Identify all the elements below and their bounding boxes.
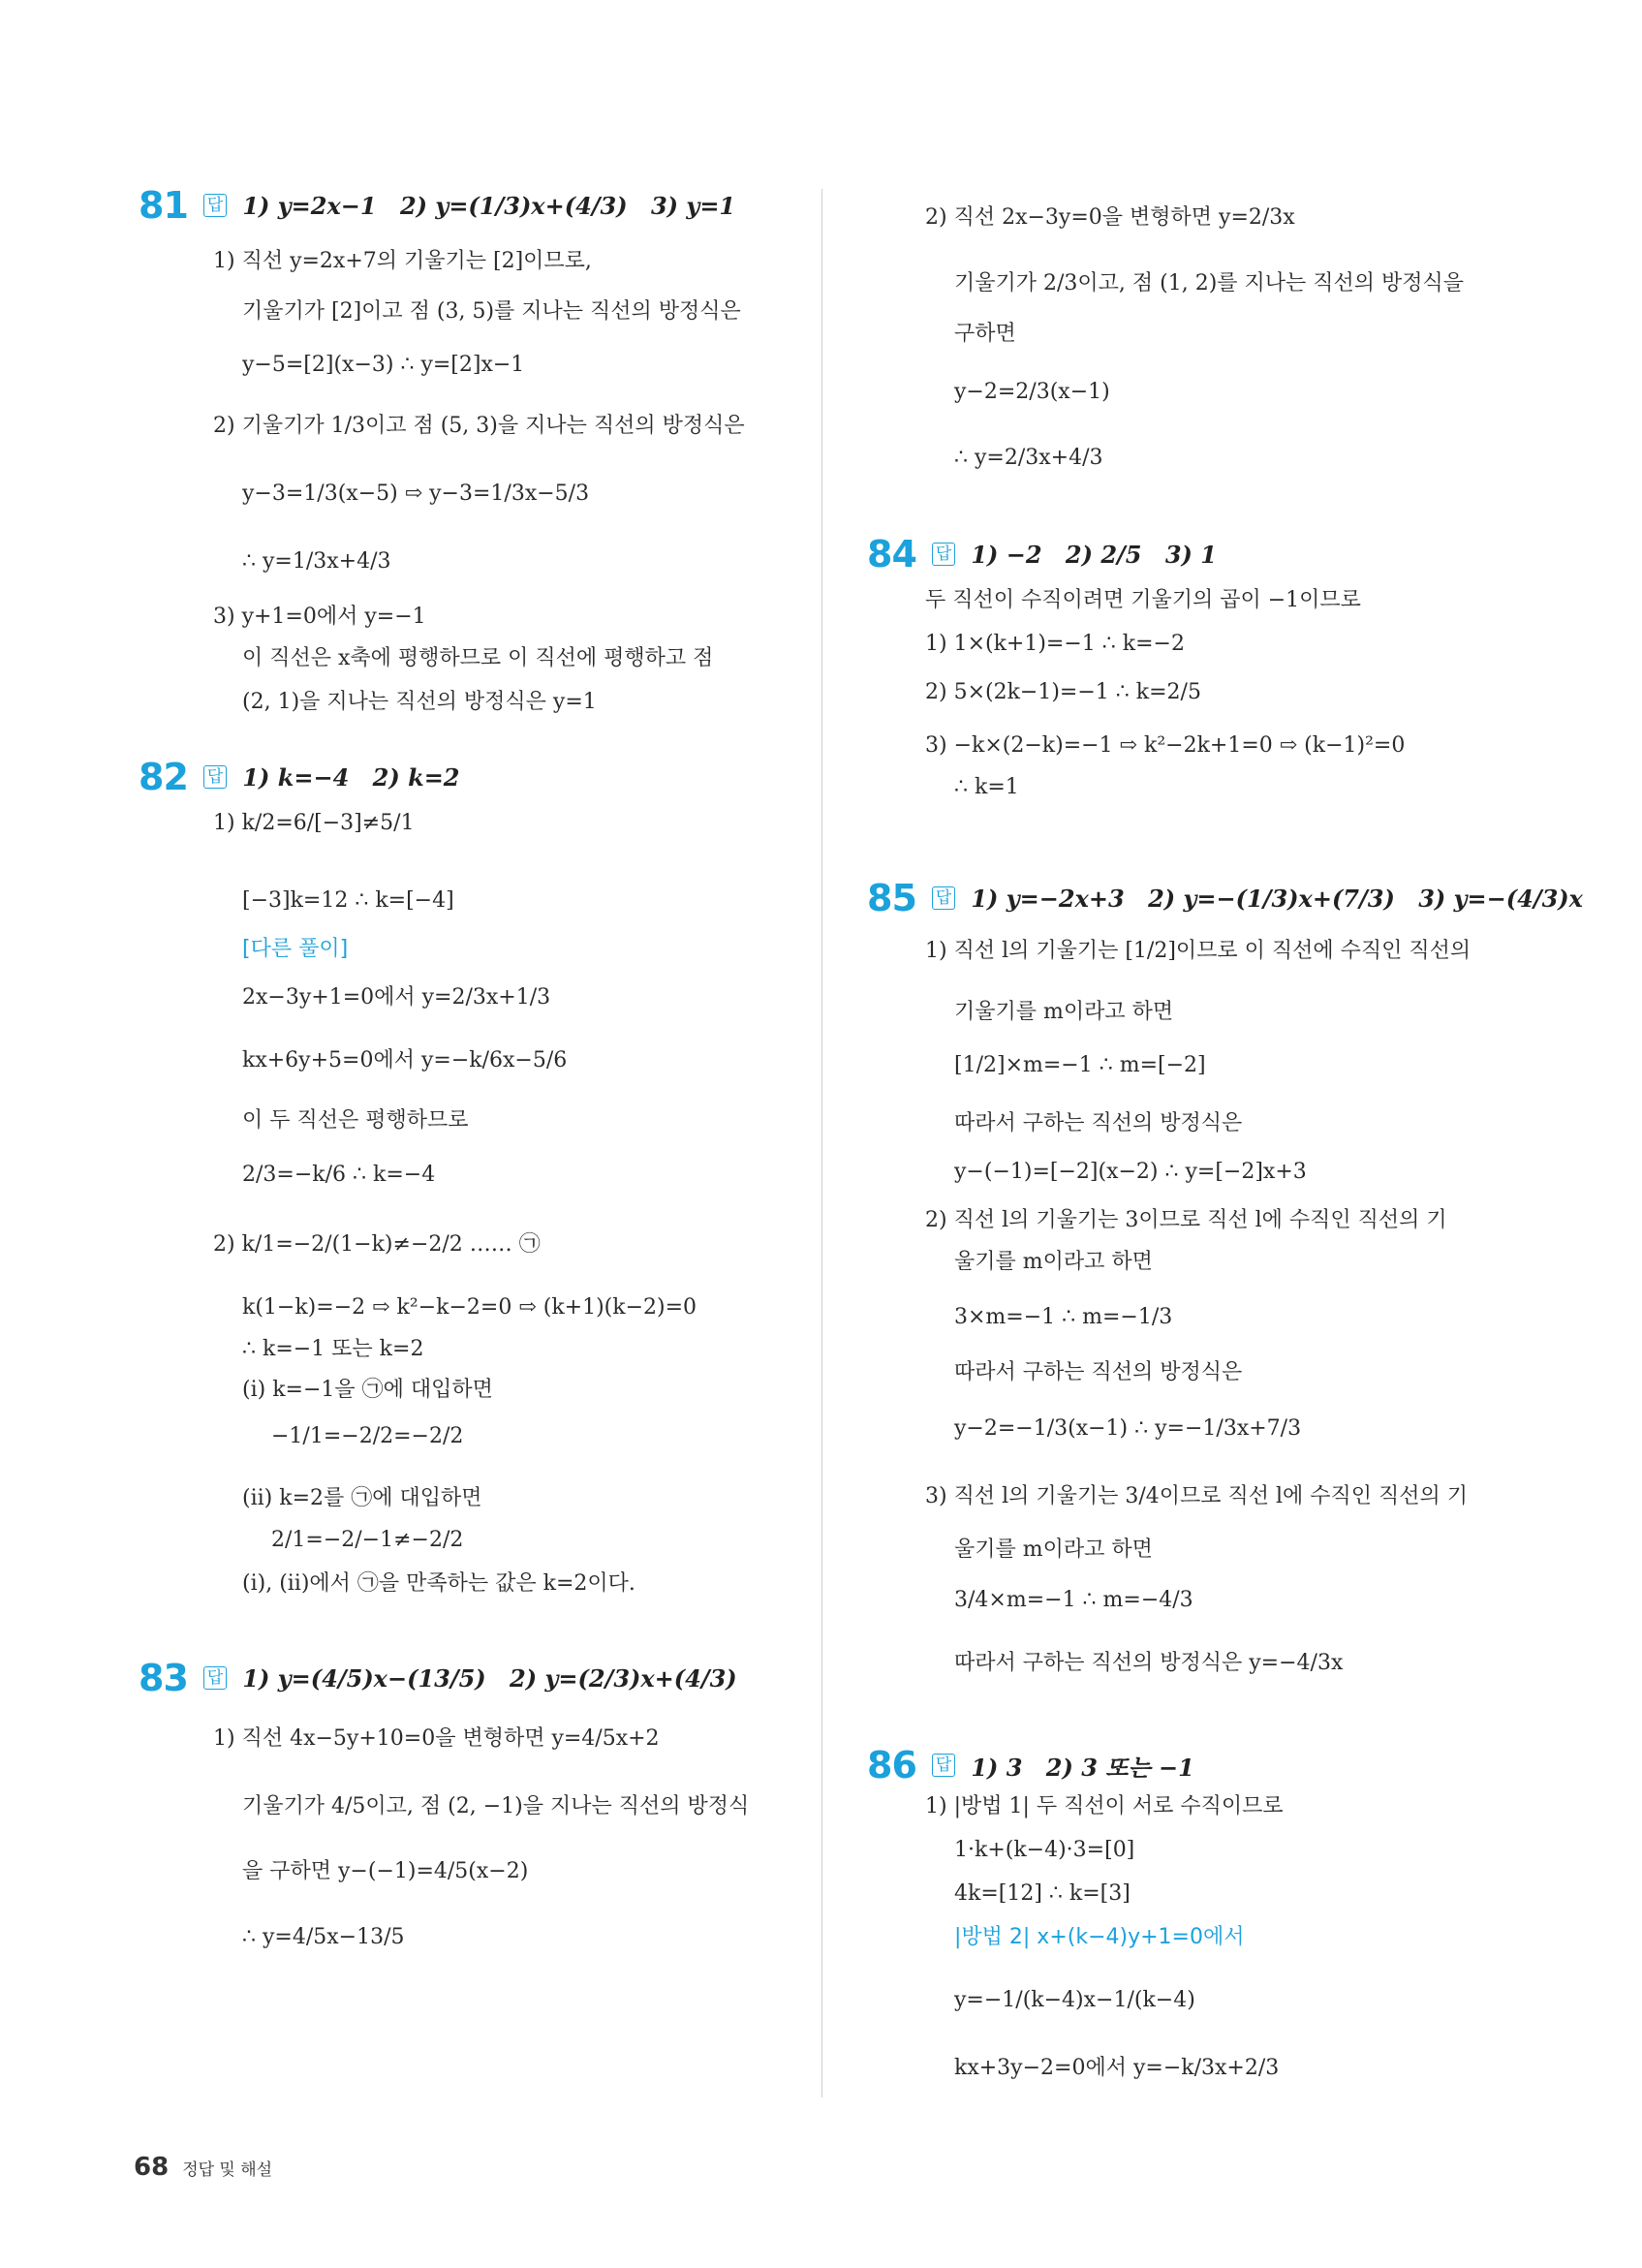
solution-line: 3) y+1=0에서 y=−1 [213,605,426,629]
solution-line: (ⅱ) k=2를 ㉠에 대입하면 [242,1486,482,1510]
solution-line: y−2=−1/3(x−1) ∴ y=−1/3x+7/3 [954,1416,1302,1441]
solution-line: [1/2]×m=−1 ∴ m=[−2] [954,1053,1206,1077]
answer-item: 1) y=2x−1 [242,191,377,220]
solution-line: ∴ y=4/5x−13/5 [242,1925,405,1949]
answer-list [971,541,1232,569]
problem-number: 85 [867,877,916,919]
problem-number: 83 [139,1657,188,1699]
answer-item: 1) y=−2x+3 [971,884,1125,913]
page-number: 68 [134,2153,170,2182]
alternative-solution-label: [다른 풀이] [242,937,349,961]
answer-item: 1) −2 [971,540,1042,569]
solution-line: 1·k+(k−4)·3=[0] [954,1838,1135,1862]
solution-line: [−3]k=12 ∴ k=[−4] [242,888,454,913]
answer-tag: 답 [203,765,227,789]
solution-line: k(1−k)=−2 ⇨ k²−k−2=0 ⇨ (k+1)(k−2)=0 [242,1295,697,1320]
solution-line: 2/3=−k/6 ∴ k=−4 [242,1163,436,1187]
solution-line: 기울기가 [2]이고 점 (3, 5)를 지나는 직선의 방정식은 [242,299,741,324]
solution-line: 두 직선이 수직이려면 기울기의 곱이 −1이므로 [925,588,1361,612]
solution-line: 1) k/2=6/[−3]≠5/1 [213,811,415,835]
solution-line: 3×m=−1 ∴ m=−1/3 [954,1305,1173,1329]
answer-item: 2) y=(2/3)x+(4/3) [510,1663,737,1693]
solution-line: y−5=[2](x−3) ∴ y=[2]x−1 [242,353,525,377]
solution-line: 2/1=−2/−1≠−2/2 [271,1528,464,1552]
solution-line: ∴ y=2/3x+4/3 [954,446,1103,470]
solution-line: 이 직선은 x축에 평행하므로 이 직선에 평행하고 점 [242,646,714,670]
answer-item: 1) 3 [971,1753,1023,1782]
answer-tag: 답 [203,1666,227,1690]
solution-line: 2x−3y+1=0에서 y=2/3x+1/3 [242,985,551,1010]
problem-number: 86 [867,1744,916,1786]
solution-line: 기울기가 4/5이고, 점 (2, −1)을 지나는 직선의 방정식 [242,1794,750,1818]
answer-list [971,885,1598,913]
answer-list [242,192,751,220]
page-label: 정답 및 해설 [182,2160,273,2180]
solution-line: kx+6y+5=0에서 y=−k/6x−5/6 [242,1048,568,1072]
answer-tag: 답 [932,886,955,910]
solution-line: (ⅰ), (ⅱ)에서 ㉠을 만족하는 값은 k=2이다. [242,1571,635,1596]
answer-item: 3) 1 [1164,540,1217,569]
solution-line: 2) 기울기가 1/3이고 점 (5, 3)을 지나는 직선의 방정식은 [213,414,745,438]
solution-line: 1) 직선 4x−5y+10=0을 변형하면 y=4/5x+2 [213,1726,660,1751]
solution-line: (2, 1)을 지나는 직선의 방정식은 y=1 [242,690,597,714]
solution-line: 울기를 m이라고 하면 [954,1250,1153,1274]
solution-line: 4k=[12] ∴ k=[3] [954,1881,1131,1906]
solution-line: 따라서 구하는 직선의 방정식은 [954,1111,1243,1135]
solution-line: 2) 직선 l의 기울기는 3이므로 직선 l에 수직인 직선의 기 [925,1208,1447,1232]
solution-line: 기울기를 m이라고 하면 [954,1000,1174,1024]
solution-line: 3/4×m=−1 ∴ m=−4/3 [954,1588,1193,1612]
answer-item: 2) 3 또는 −1 [1045,1753,1194,1782]
solution-line: 을 구하면 y−(−1)=4/5(x−2) [242,1859,529,1883]
solution-line: y=−1/(k−4)x−1/(k−4) [954,1988,1195,2012]
solution-line: kx+3y−2=0에서 y=−k/3x+2/3 [954,2056,1280,2080]
answer-item: 2) k=2 [372,762,460,792]
solution-line: 2) 5×(2k−1)=−1 ∴ k=2/5 [925,680,1201,704]
solution-line: 2) k/1=−2/(1−k)≠−2/2 …… ㉠ [213,1232,541,1257]
answer-tag: 답 [932,543,955,566]
solution-line: −1/1=−2/2=−2/2 [271,1424,464,1448]
solution-line: y−(−1)=[−2](x−2) ∴ y=[−2]x+3 [954,1160,1307,1184]
solution-line: 기울기가 2/3이고, 점 (1, 2)를 지나는 직선의 방정식을 [954,271,1465,295]
answer-item: 2) 2/5 [1065,540,1142,569]
solution-line: (ⅰ) k=−1을 ㉠에 대입하면 [242,1378,493,1402]
problem-number: 84 [867,533,916,575]
solution-line: 3) −k×(2−k)=−1 ⇨ k²−2k+1=0 ⇨ (k−1)²=0 [925,733,1406,758]
column-divider [821,189,822,2097]
solution-line: y−3=1/3(x−5) ⇨ y−3=1/3x−5/3 [242,482,590,506]
answer-tag: 답 [932,1754,955,1777]
answer-list [242,763,475,792]
solution-line: 구하면 [954,322,1016,346]
problem-number: 82 [139,756,188,798]
solution-line: 1) 직선 l의 기울기는 [1/2]이므로 이 직선에 수직인 직선의 [925,939,1472,963]
answer-item: 2) y=(1/3)x+(4/3) [399,191,628,220]
solution-line: 1) 직선 y=2x+7의 기울기는 [2]이므로, [213,249,592,273]
answer-item: 3) y=−(4/3)x [1418,884,1583,913]
solution-line: y−2=2/3(x−1) [954,380,1110,404]
solution-line: 3) 직선 l의 기울기는 3/4이므로 직선 l에 수직인 직선의 기 [925,1484,1469,1508]
page-footer [134,2153,272,2182]
solution-line: 따라서 구하는 직선의 방정식은 y=−4/3x [954,1651,1344,1675]
solution-line: ∴ k=1 [954,775,1019,799]
solution-line: 2) 직선 2x−3y=0을 변형하면 y=2/3x [925,205,1295,230]
answer-item: 3) y=1 [650,191,736,220]
method-label: |방법 2| x+(k−4)y+1=0에서 [954,1925,1245,1949]
answer-list [971,1749,1209,1783]
solution-line: 울기를 m이라고 하면 [954,1538,1153,1562]
solution-line: 따라서 구하는 직선의 방정식은 [954,1360,1243,1384]
answer-item: 2) y=−(1/3)x+(7/3) [1148,884,1395,913]
answer-list [242,1664,752,1693]
solution-line: 1) |방법 1| 두 직선이 서로 수직이므로 [925,1794,1284,1818]
solution-line: 이 두 직선은 평행하므로 [242,1108,469,1133]
answer-tag: 답 [203,194,227,217]
answer-item: 1) k=−4 [242,762,350,792]
solution-line: ∴ y=1/3x+4/3 [242,549,391,574]
problem-number: 81 [139,184,188,227]
solution-line: ∴ k=−1 또는 k=2 [242,1337,424,1361]
solution-line: 1) 1×(k+1)=−1 ∴ k=−2 [925,632,1185,656]
answer-item: 1) y=(4/5)x−(13/5) [242,1663,486,1693]
